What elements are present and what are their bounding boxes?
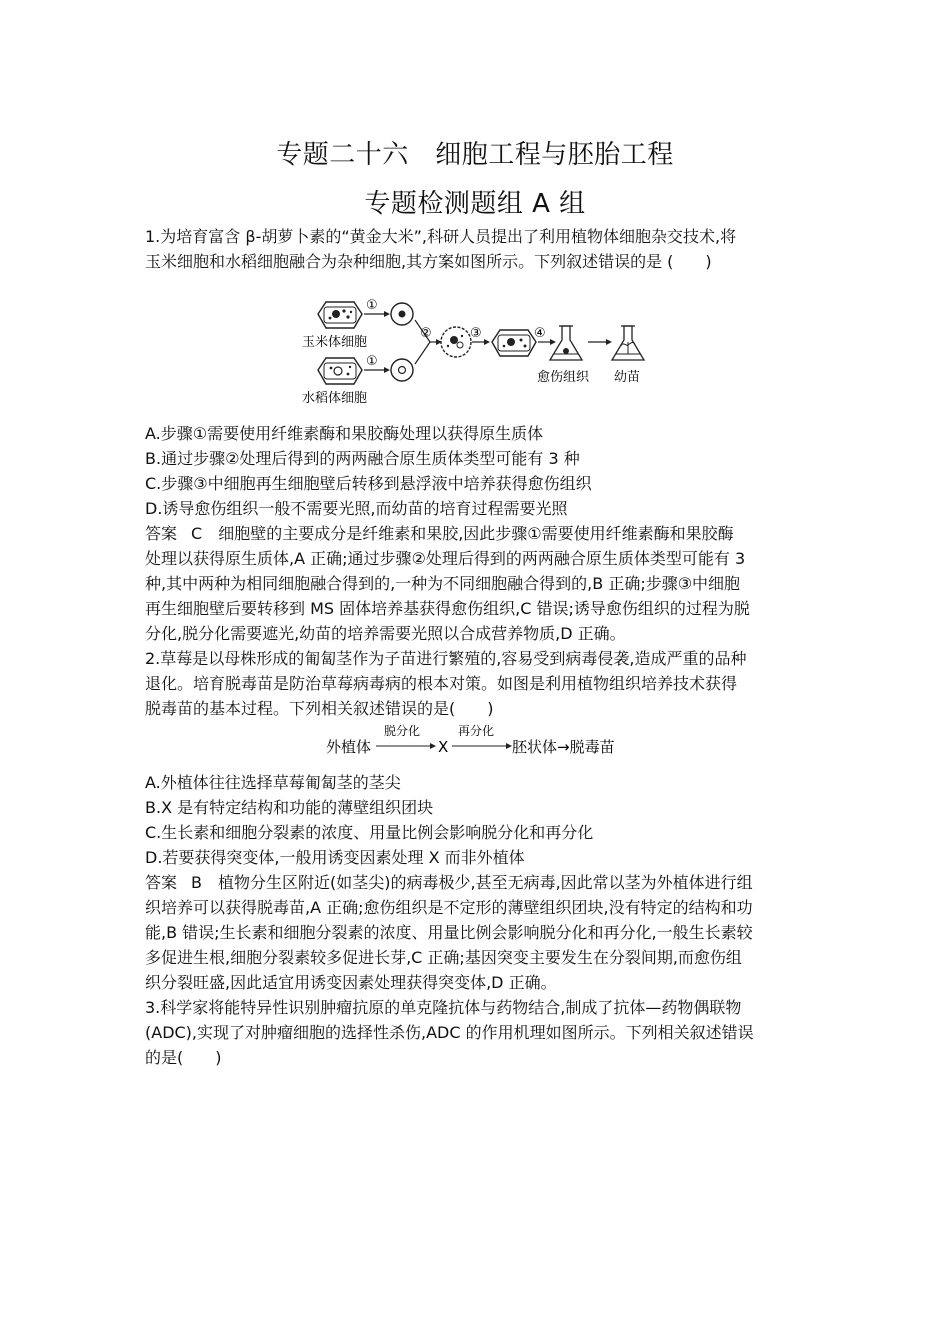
step-1-label: ① <box>366 354 378 369</box>
text-line: 细胞壁的主要成分是纤维素和果胶,因此步骤①需要使用纤维素酶和果胶酶 <box>218 524 734 543</box>
option-d: D.若要获得突变体,一般用诱变因素处理 X 而非外植体 <box>145 848 525 867</box>
answer-key: B <box>191 873 202 892</box>
step-1-label: ① <box>366 298 378 313</box>
corn-cell-icon <box>318 302 362 328</box>
text-line: 种,其中两种为相同细胞融合得到的,一种为不同细胞融合得到的,B 正确;步骤③中细胞 <box>145 574 741 593</box>
question-2-stem <box>145 646 805 721</box>
callus-flask-icon <box>550 326 582 360</box>
text-line: 织分裂旺盛,因此适宜用诱变因素处理获得突变体,D 正确。 <box>145 973 557 992</box>
text-line: 多促进生根,细胞分裂素较多促进长芽,C 正确;基因突变主要发生在分裂间期,而愈伤组 <box>145 948 742 967</box>
text-line: 织培养可以获得脱毒苗,A 正确;愈伤组织是不定形的薄壁组织团块,没有特定的结构和功 <box>145 898 753 917</box>
answer-1 <box>145 521 805 646</box>
text-line: 能,B 错误;生长素和细胞分裂素的浓度、用量比例会影响脱分化和再分化,一般生长素较 <box>145 923 753 942</box>
fused-protoplast-icon <box>441 327 471 357</box>
text-line: 分化,脱分化需要遮光,幼苗的培养需要光照以合成营养物质,D 正确。 <box>145 624 626 643</box>
answer-2 <box>145 870 805 995</box>
hybrid-cell-icon <box>492 330 536 356</box>
step-2-label: ② <box>420 326 432 341</box>
callus-label: 愈伤组织 <box>537 370 590 385</box>
seedling-flask-icon <box>612 326 644 360</box>
text-line: 退化。培育脱毒苗是防治草莓病毒病的根本对策。如图是利用植物组织培养技术获得 <box>145 674 738 693</box>
question-1-stem <box>145 224 805 274</box>
question-2-figure <box>326 720 636 762</box>
option-c: C.步骤③中细胞再生细胞壁后转移到悬浮液中培养获得愈伤组织 <box>145 474 592 493</box>
option-b: B.通过步骤②处理后得到的两两融合原生质体类型可能有 3 种 <box>145 449 580 468</box>
rice-cell-icon <box>318 358 362 384</box>
rice-cell-label: 水稻体细胞 <box>302 391 368 406</box>
text-line: 3.科学家将能特异性识别肿瘤抗原的单克隆抗体与药物结合,制成了抗体—药物偶联物 <box>145 998 742 1017</box>
answer-key: C <box>191 524 203 543</box>
redifferentiation-label: 再分化 <box>458 724 495 738</box>
text-line: 处理以获得原生质体,A 正确;通过步骤②处理后得到的两两融合原生质体类型可能有 3 <box>145 549 746 568</box>
question-3-stem <box>145 995 805 1070</box>
embryoid-to-seedling-label: 胚状体→脱毒苗 <box>512 738 615 756</box>
text-line: 2.草莓是以母株形成的匍匐茎作为子苗进行繁殖的,容易受到病毒侵袭,造成严重的品种 <box>145 649 747 668</box>
text-line: 植物分生区附近(如茎尖)的病毒极少,甚至无病毒,因此常以茎为外植体进行组 <box>218 873 753 892</box>
question-1-figure <box>296 290 666 410</box>
explant-label: 外植体 <box>326 738 372 756</box>
answer-label: 答案 <box>145 524 178 543</box>
dedifferentiation-label: 脱分化 <box>384 724 421 738</box>
option-c: C.生长素和细胞分裂素的浓度、用量比例会影响脱分化和再分化 <box>145 823 594 842</box>
option-b: B.X 是有特定结构和功能的薄壁组织团块 <box>145 798 434 817</box>
step-3-label: ③ <box>470 326 482 341</box>
option-a: A.步骤①需要使用纤维素酶和果胶酶处理以获得原生质体 <box>145 424 544 443</box>
text-line: 的是( ) <box>145 1048 222 1067</box>
text-line: 脱毒苗的基本过程。下列相关叙述错误的是( ) <box>145 699 494 718</box>
answer-label: 答案 <box>145 873 178 892</box>
x-label: X <box>438 738 449 756</box>
page-subtitle: 专题检测题组 A 组 <box>364 189 586 219</box>
option-a: A.外植体往往选择草莓匍匐茎的茎尖 <box>145 773 401 792</box>
text-line: 1.为培育富含 β-胡萝卜素的“黄金大米”,科研人员提出了利用植物体细胞杂交技术,将 <box>145 227 737 246</box>
seedling-label: 幼苗 <box>614 370 641 385</box>
text-line: (ADC),实现了对肿瘤细胞的选择性杀伤,ADC 的作用机理如图所示。下列相关叙述错误 <box>145 1023 754 1042</box>
option-d: D.诱导愈伤组织一般不需要光照,而幼苗的培育过程需要光照 <box>145 499 568 518</box>
page-title: 专题二十六 细胞工程与胚胎工程 <box>276 140 674 170</box>
corn-cell-label: 玉米体细胞 <box>302 335 368 350</box>
text-line: 玉米细胞和水稻细胞融合为杂种细胞,其方案如图所示。下列叙述错误的是 ( ) <box>145 252 712 271</box>
text-line: 再生细胞壁后要转移到 MS 固体培养基获得愈伤组织,C 错误;诱导愈伤组织的过程为脱 <box>145 599 750 618</box>
step-4-label: ④ <box>534 326 546 341</box>
